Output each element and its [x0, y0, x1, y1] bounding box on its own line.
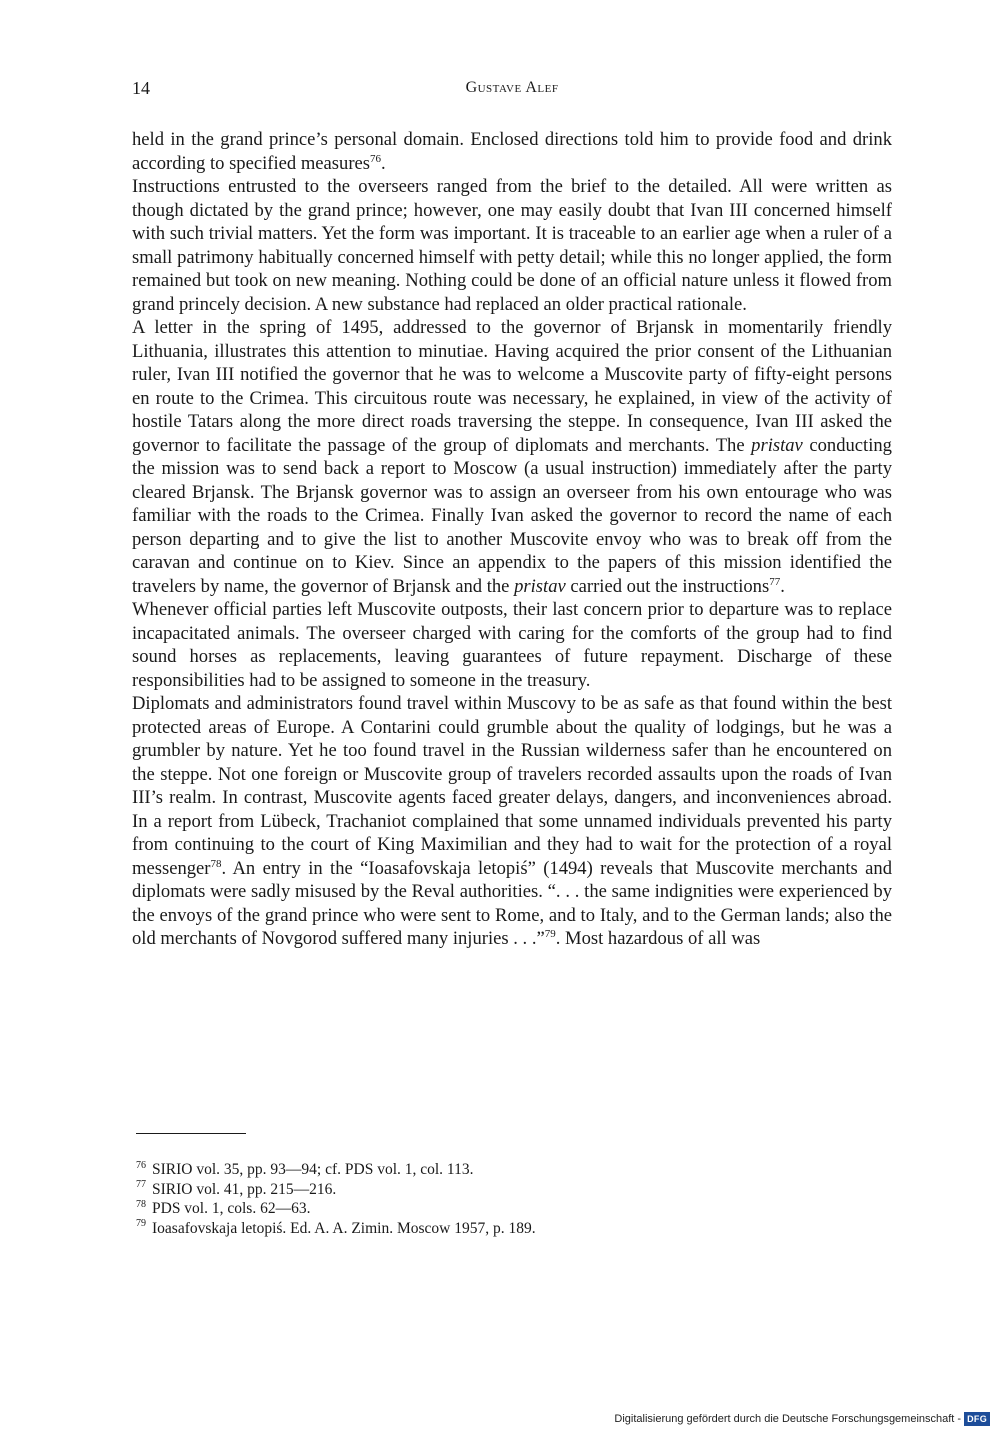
footnote	[136, 1160, 876, 1180]
footnotes	[136, 1160, 876, 1238]
footnote-number: 78	[136, 1198, 146, 1210]
footnote	[136, 1199, 876, 1219]
footnote	[136, 1219, 876, 1239]
footnote-number: 79	[136, 1218, 146, 1230]
footnote-text: Ioasafovskaja letopiś. Ed. A. A. Zimin. Moscow 1957, p. 189.	[152, 1219, 536, 1237]
footnote-number: 76	[136, 1159, 146, 1171]
footnote-number: 77	[136, 1179, 146, 1191]
footnote-text: SIRIO vol. 35, pp. 93—94; cf. PDS vol. 1, col. 113.	[152, 1161, 474, 1178]
paragraph: Diplomats and administrators found travel within Muscovy to be as safe as that found within the best protected areas of Europe. A Contarini could grumble about the quality of lodgings, but he was a grumbler by nature. Yet he too found travel in the Russian wilderness safer than he encountered on the steppe. Not one foreign or Muscovite group of travelers recorded assaults upon the roads of Ivan III’s realm. In contrast, Muscovite agents faced greater delays, dangers, and inconveniences abroad. In a report from Lübeck, Trachaniot complained that some unnamed individuals prevented his party from continuing to the court of King Maximilian and they had to wait for the protection of a royal messenger$^{78}$. An entry in the “Ioasafovskaja letopiś” (1494) reveals that Muscovite merchants and diplomats were sadly misused by the Reval authorities. “. . . the same indignities were experienced by the envoys of the grand prince who were sent to Rome, and to Italy, and to the German lands; also the old merchants of Novgorod suffered many injuries . . .”$^{79}$. Most hazardous of all was	[132, 693, 892, 949]
digitization-credit	[614, 1411, 990, 1427]
paragraph: A letter in the spring of 1495, addressed to the governor of Brjansk in momentarily friendly Lithuania, illustrates this attention to minutiae. Having acquired the prior consent of the Lithuanian ruler, Ivan III notified the governor that he was to welcome a Muscovite party of fifty-eight persons en route to the Crimea. This circuitous route was necessary, he explained, in view of the activity of hostile Tatars along the more direct roads traversing the steppe. In consequence, Ivan III asked the governor to facilitate the passage of the group of diplomats and merchants. The pristav conducting the mission was to send back a report to Moscow (a usual instruction) immediately after the party cleared Brjansk. The Brjansk governor was to assign an overseer from his own entourage who was familiar with the roads to the Crimea. Finally Ivan asked the governor to record the name of each person departing and to give the list to another Muscovite envoy who was to break off from the caravan and continue on to Kiev. Since an appendix to the papers of this mission identified the travelers by name, the governor of Brjansk and the pristav carried out the instructions$^{77}$.	[132, 317, 892, 597]
footnote-text: PDS vol. 1, cols. 62—63.	[152, 1200, 311, 1217]
italic-term: pristav	[514, 575, 566, 597]
footnote-ref[interactable]: 77	[769, 575, 781, 588]
running-head: Gustave Alef	[465, 79, 559, 96]
page-number: 14	[132, 78, 150, 98]
paragraph: held in the grand prince’s personal domain. Enclosed directions told him to provide food and drink according to specified measures$^{76}$.	[132, 129, 892, 174]
body-text	[132, 128, 892, 951]
footnote-ref[interactable]: 79	[544, 927, 556, 940]
footnote	[136, 1180, 876, 1200]
italic-term: pristav	[751, 434, 803, 456]
footnote-divider	[136, 1133, 246, 1134]
footnote-text: SIRIO vol. 41, pp. 215—216.	[152, 1180, 337, 1198]
paragraph: Whenever official parties left Muscovite outposts, their last concern prior to departure was to replace incapacitated animals. The overseer charged with caring for the comforts of the group had to find sound horses as replacements, leaving guarantees of future repayment. Discharge of these responsibilities had to be assigned to someone in the treasury.	[132, 599, 892, 691]
paragraph: Instructions entrusted to the overseers ranged from the brief to the detailed. All were written as though dictated by the grand prince; however, one may easily doubt that Ivan III concerned himself with such trivial matters. Yet the form was important. It is traceable to an earlier age when a ruler of a small patrimony habitually concerned himself with petty detail; while this no longer applied, the form remained but took on new meaning. Nothing could be done of an official nature unless it flowed from grand princely decision. A new substance had replaced an older practical rationale.	[132, 176, 892, 315]
footnote-ref[interactable]: 76	[370, 152, 382, 165]
credit-text: Digitalisierung gefördert durch die Deutsche Forschungsgemeinschaft -	[614, 1413, 962, 1425]
dfg-logo-icon: DFG	[964, 1412, 990, 1426]
footnote-ref[interactable]: 78	[210, 857, 222, 870]
page-header	[132, 78, 892, 104]
